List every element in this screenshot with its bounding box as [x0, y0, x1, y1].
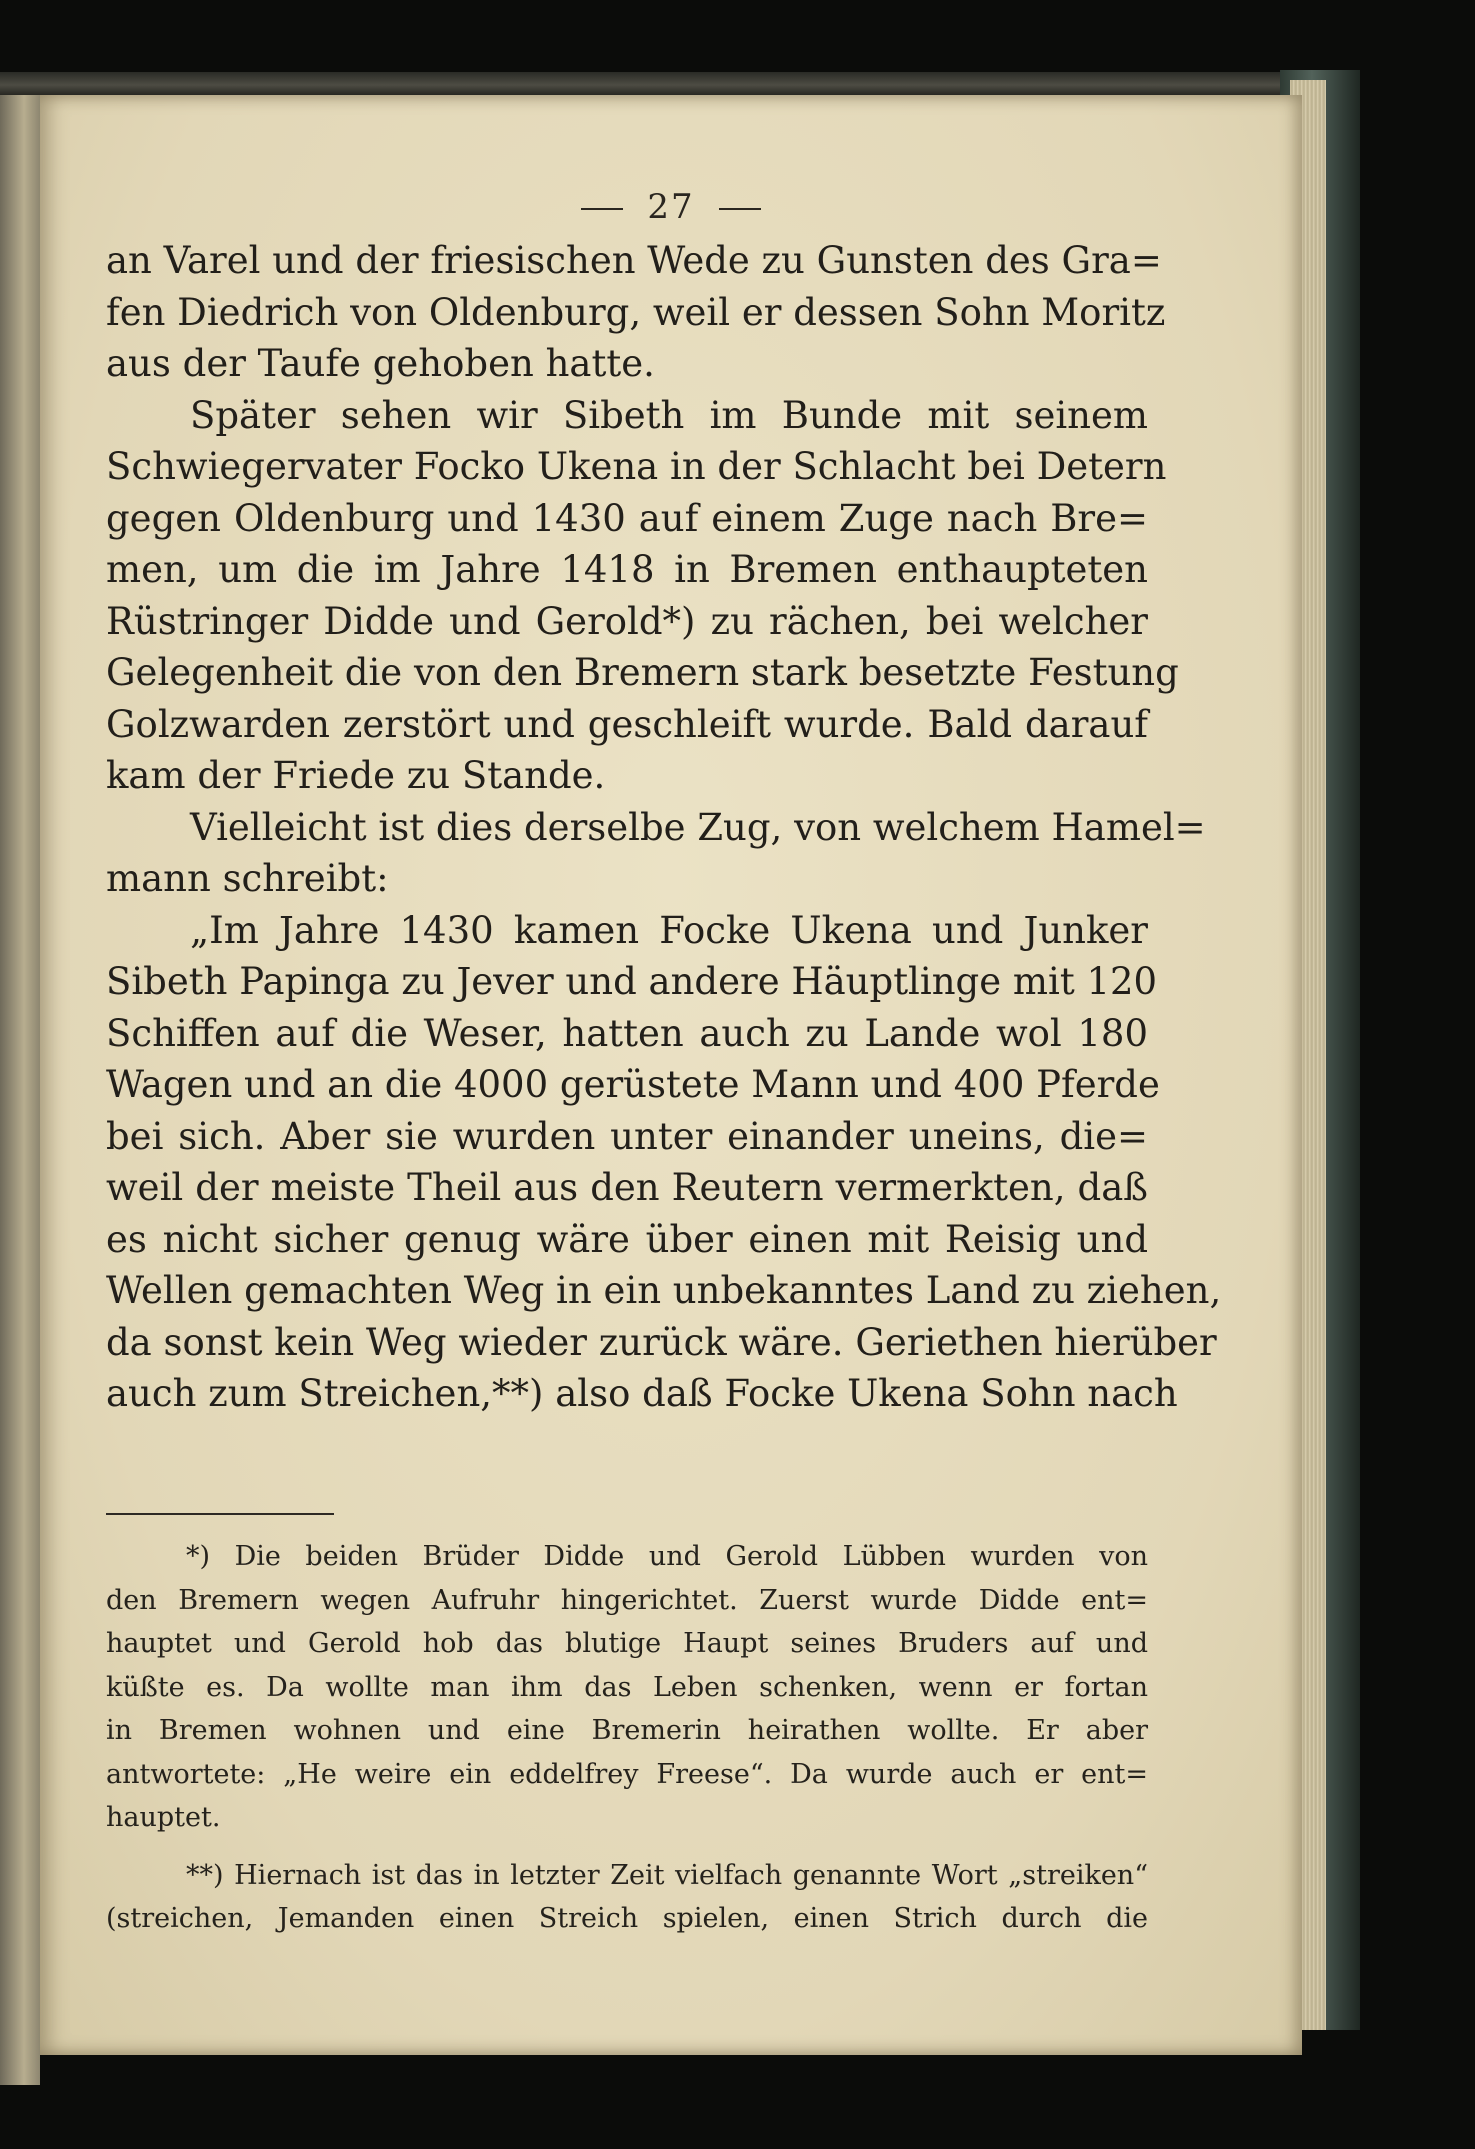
text-line: Golzwarden zerstört und geschleift wurde. Bald darauf [106, 702, 1148, 746]
header-dash-right [719, 208, 761, 210]
facing-page-edge [0, 95, 40, 2085]
text-line: men, um die im Jahre 1418 in Bremen enthaupteten [106, 548, 1148, 591]
text-line: Schiffen auf die Weser, hatten auch zu Lande wol 180 [106, 1011, 1148, 1055]
book-page [40, 95, 1302, 2055]
footnote-line: antwortete: „He weire ein eddelfrey Freese“. Da wurde auch er ent= [106, 1758, 1148, 1790]
footnote-line: hauptet und Gerold hob das blutige Haupt seines Bruders auf und [106, 1628, 1148, 1659]
page-header [40, 187, 1302, 227]
text-line: „Im Jahre 1430 kamen Focke Ukena und Junker [190, 908, 1148, 952]
footnote-line: hauptet. [106, 1802, 221, 1833]
header-dash-left [581, 208, 623, 210]
text-line: mann schreibt: [106, 857, 389, 900]
text-line: da sonst kein Weg wieder zurück wäre. Geriethen hierüber [106, 1320, 1217, 1364]
text-line: bei sich. Aber sie wurden unter einander uneins, die= [106, 1114, 1148, 1158]
footnote-line: in Bremen wohnen und eine Bremerin heirathen wollte. Er aber [106, 1715, 1148, 1746]
text-line: kam der Friede zu Stande. [106, 754, 606, 797]
text-line: weil der meiste Theil aus den Reutern vermerkten, daß [106, 1166, 1148, 1209]
text-line: es nicht sicher genug wäre über einen mit Reisig und [106, 1217, 1148, 1261]
text-line: auch zum Streichen,**) also daß Focke Ukena Sohn nach [106, 1372, 1178, 1415]
text-line: aus der Taufe gehoben hatte. [106, 342, 655, 385]
page-number: 27 [647, 187, 695, 227]
text-line: Später sehen wir Sibeth im Bunde mit seinem [190, 393, 1148, 437]
text-line: Wagen und an die 4000 gerüstete Mann und 400 Pferde [106, 1063, 1160, 1106]
footnote-line: **) Hiernach ist das in letzter Zeit vielfach genannte Wort „streiken“ [186, 1859, 1148, 1891]
text-line: Gelegenheit die von den Bremern stark besetzte Festung [106, 651, 1179, 694]
text-line: Sibeth Papinga zu Jever und andere Häuptlinge mit 120 [106, 960, 1158, 1003]
text-line: gegen Oldenburg und 1430 auf einem Zuge nach Bre= [106, 496, 1148, 540]
footnote-line: den Bremern wegen Aufruhr hingerichtet. Zuerst wurde Didde ent= [106, 1584, 1148, 1616]
text-line: Schwiegervater Focko Ukena in der Schlacht bei Detern [106, 445, 1167, 488]
text-line: fen Diedrich von Oldenburg, weil er dessen Sohn Moritz [106, 290, 1166, 334]
text-line: an Varel und der friesischen Wede zu Gunsten des Gra= [106, 239, 1162, 282]
footnote-line: (streichen, Jemanden einen Streich spielen, einen Strich durch die [106, 1903, 1148, 1934]
footnotes [106, 1535, 1148, 1941]
text-line: Wellen gemachten Weg in ein unbekanntes Land zu ziehen, [106, 1269, 1222, 1312]
body-text [106, 235, 1222, 1420]
text-line: Rüstringer Didde und Gerold*) zu rächen, bei welcher [106, 599, 1148, 643]
text-line: Vielleicht ist dies derselbe Zug, von welchem Hamel= [190, 805, 1206, 849]
footnote-divider [106, 1513, 334, 1515]
footnote-line: *) Die beiden Brüder Didde und Gerold Lübben wurden von [186, 1541, 1148, 1572]
footnote-line: küßte es. Da wollte man ihm das Leben schenken, wenn er fortan [106, 1671, 1148, 1703]
